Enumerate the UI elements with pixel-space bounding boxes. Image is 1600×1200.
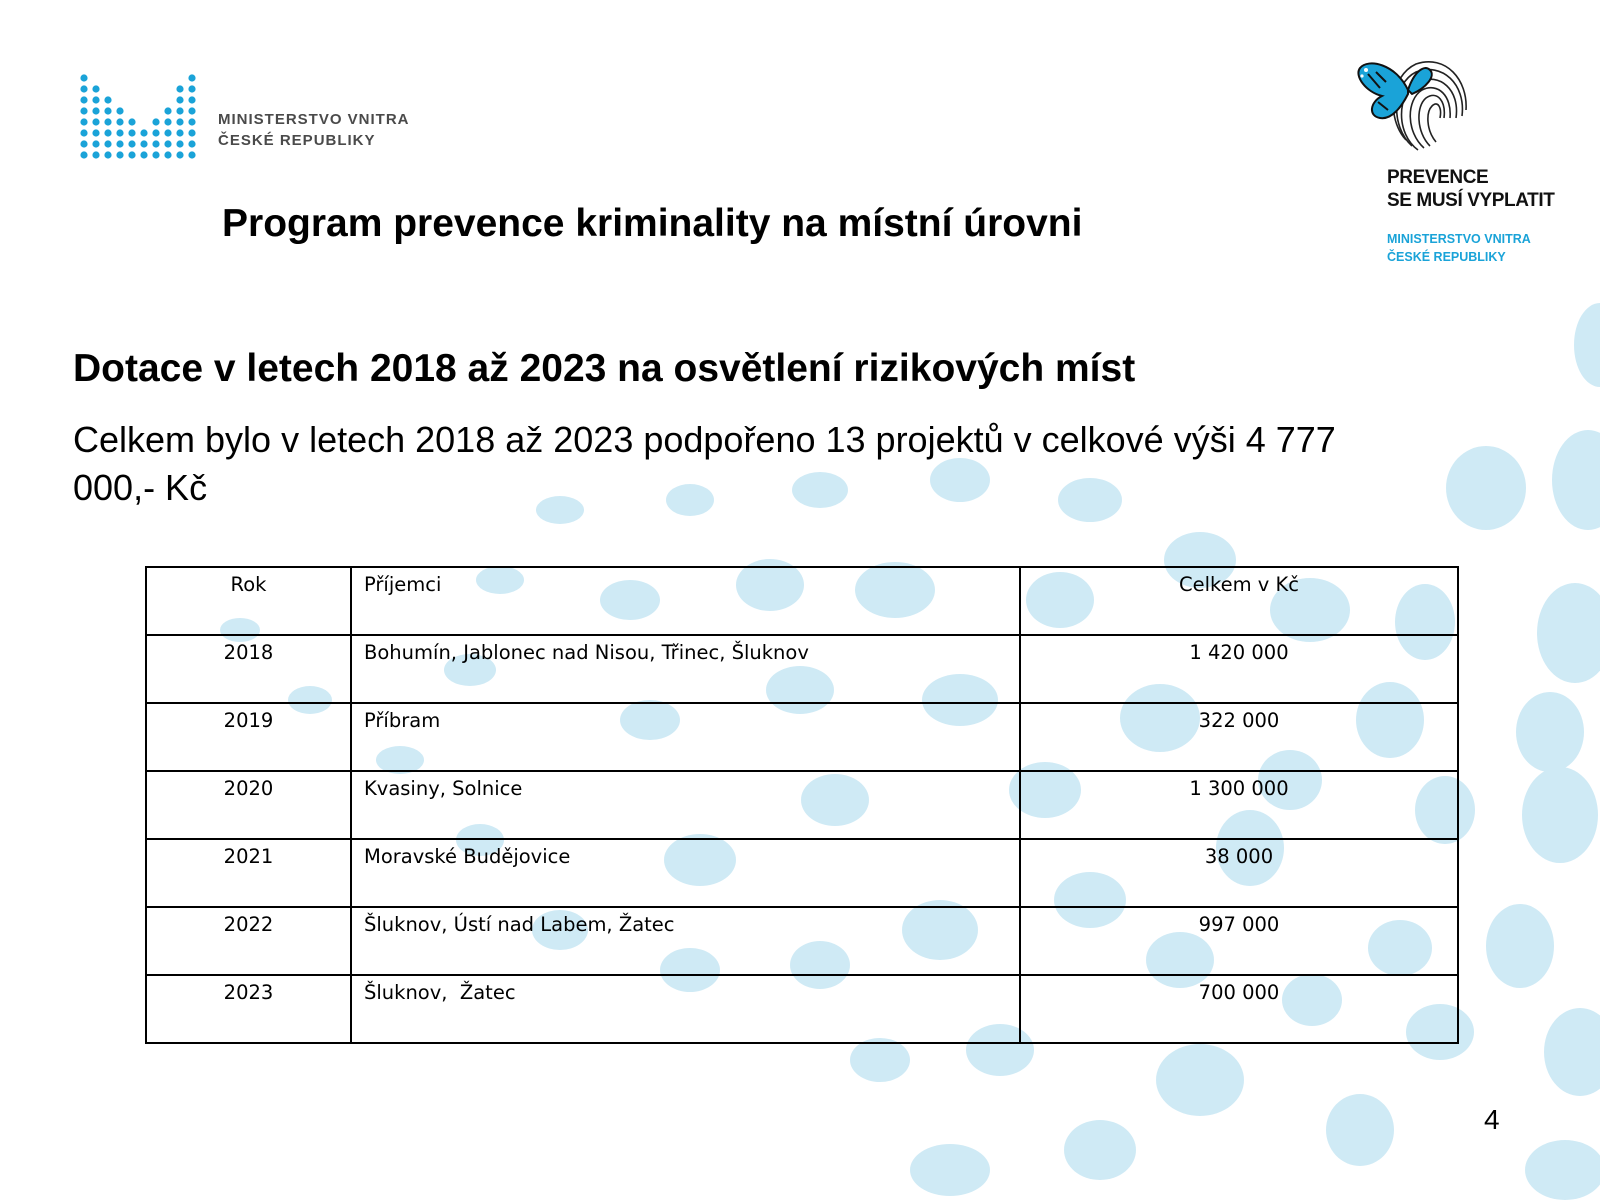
header-total: Celkem v Kč [1020,567,1458,635]
prevention-logo-text [1387,166,1554,212]
prevention-logo-sub-line1: MINISTERSTVO VNITRA [1387,232,1531,246]
prevention-logo-line1: PREVENCE [1387,167,1489,188]
cell-total: 700 000 [1020,975,1458,1043]
table-row [146,771,1458,839]
table-row [146,703,1458,771]
table-row [146,635,1458,703]
cell-year: 2018 [146,635,351,703]
butterfly-fingerprint-icon [1356,54,1468,154]
table-header-row [146,567,1458,635]
cell-recipients: Šluknov, Ústí nad Labem, Žatec [351,907,1020,975]
cell-year: 2021 [146,839,351,907]
cell-total: 38 000 [1020,839,1458,907]
cell-recipients: Bohumín, Jablonec nad Nisou, Třinec, Šluknov [351,635,1020,703]
ministry-logo-line1: MINISTERSTVO VNITRA [218,111,410,128]
cell-year: 2023 [146,975,351,1043]
page-title: Program prevence kriminality na místní úrovni [222,202,1083,245]
header-year: Rok [146,567,351,635]
cell-total: 997 000 [1020,907,1458,975]
ministry-logo-line2: ČESKÉ REPUBLIKY [218,132,376,149]
cell-total: 1 300 000 [1020,771,1458,839]
page-number: 4 [1484,1104,1500,1135]
ministry-logo [80,74,202,166]
summary-text: Celkem bylo v letech 2018 až 2023 podpořeno 13 projektů v celkové výši 4 777 000,- Kč [73,419,1336,508]
table-row [146,907,1458,975]
cell-total: 1 420 000 [1020,635,1458,703]
cell-recipients: Šluknov, Žatec [351,975,1020,1043]
cell-recipients: Kvasiny, Solnice [351,771,1020,839]
cell-year: 2019 [146,703,351,771]
prevention-logo-subtext [1387,230,1531,266]
cell-year: 2020 [146,771,351,839]
ministry-logo-text [218,109,410,151]
table-row [146,975,1458,1043]
table-row [146,839,1458,907]
grants-table [145,566,1459,1044]
cell-year: 2022 [146,907,351,975]
prevention-logo-sub-line2: ČESKÉ REPUBLIKY [1387,250,1506,264]
section-title: Dotace v letech 2018 až 2023 na osvětlení rizikových míst [73,347,1136,390]
cell-total: 322 000 [1020,703,1458,771]
prevention-logo-line2: SE MUSÍ VYPLATIT [1387,190,1555,211]
cell-recipients: Moravské Budějovice [351,839,1020,907]
header-recipients: Příjemci [351,567,1020,635]
cell-recipients: Příbram [351,703,1020,771]
